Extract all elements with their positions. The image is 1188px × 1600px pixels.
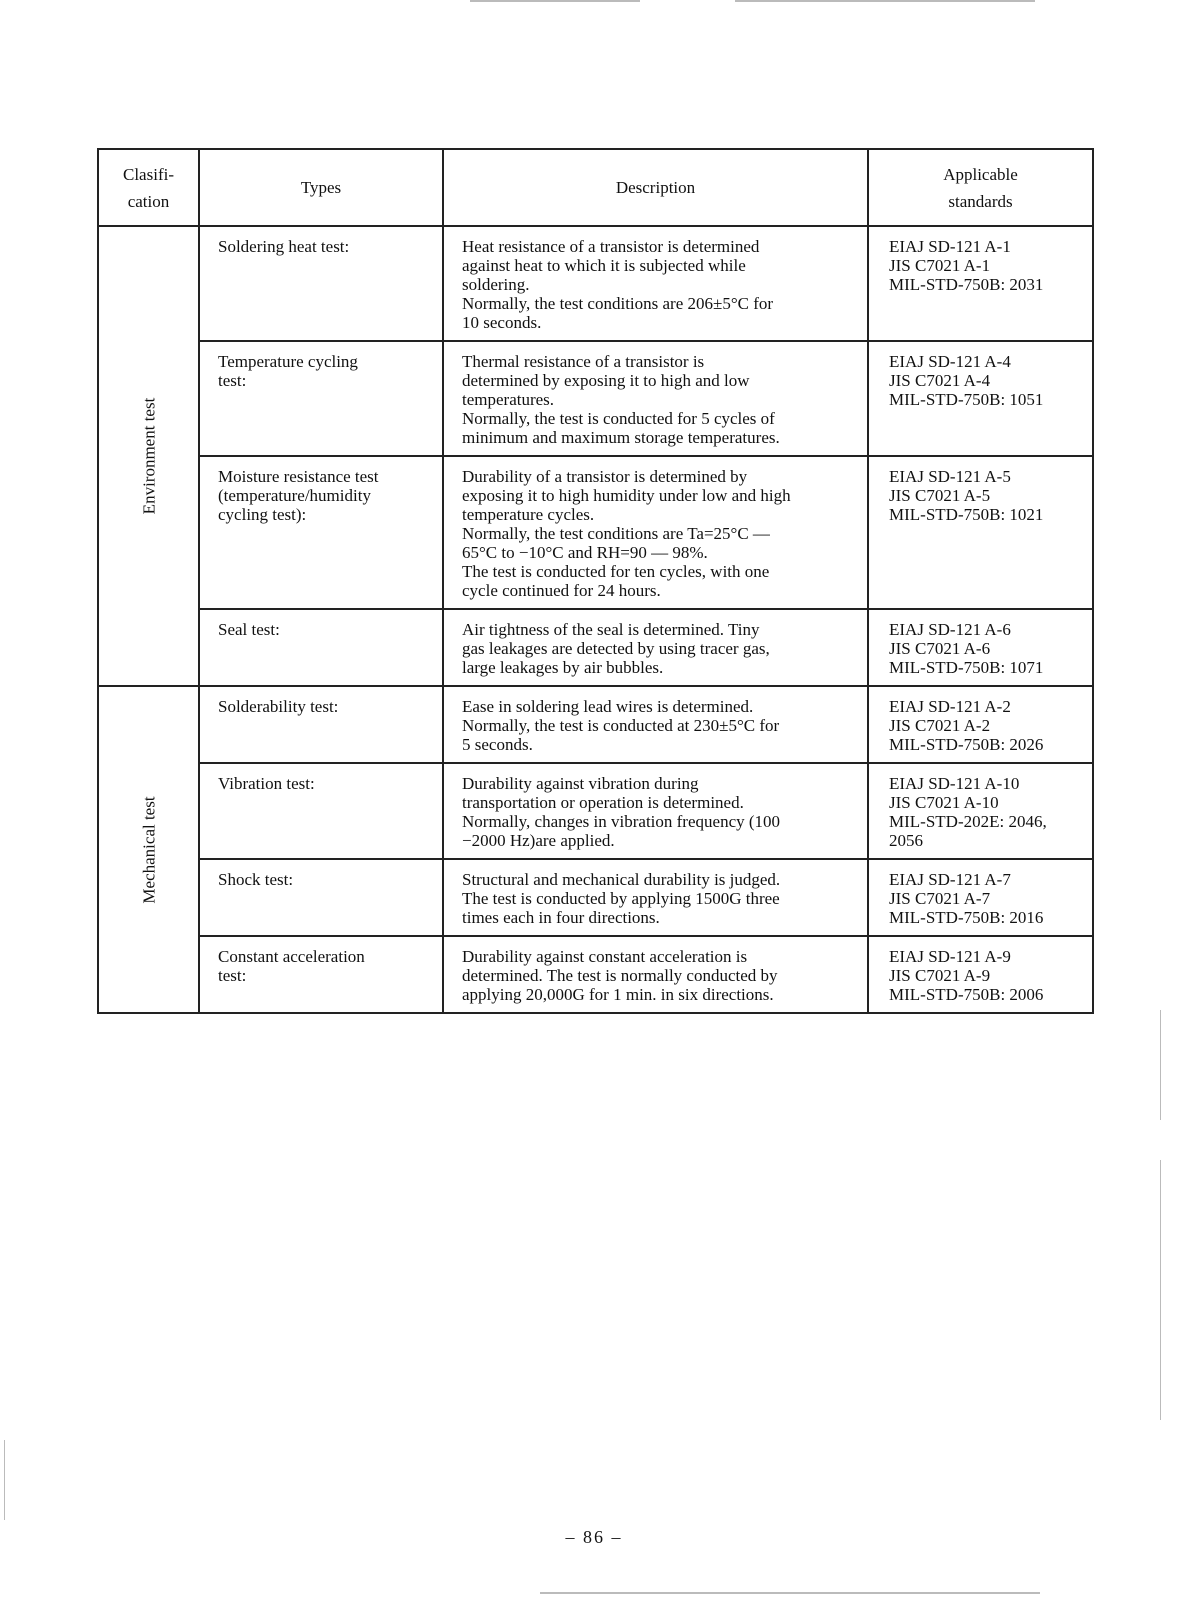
description-cell bbox=[443, 226, 868, 341]
standards-line: MIL-STD-750B: 2016 bbox=[889, 908, 1044, 927]
description-line: Thermal resistance of a transistor is bbox=[462, 352, 705, 371]
description-line: large leakages by air bubbles. bbox=[462, 658, 664, 677]
scan-artifact-top bbox=[470, 0, 640, 2]
test-type-cell bbox=[199, 686, 443, 763]
test-type-line: cycling test): bbox=[218, 505, 307, 524]
test-type-cell bbox=[199, 859, 443, 936]
classification-label: Mechanical test bbox=[139, 795, 158, 904]
standards-cell bbox=[868, 936, 1093, 1013]
standards-cell bbox=[868, 226, 1093, 341]
description-line: 10 seconds. bbox=[462, 313, 542, 332]
test-type-cell bbox=[199, 609, 443, 686]
description-line: soldering. bbox=[462, 275, 530, 294]
description-line: Normally, changes in vibration frequency (100 bbox=[462, 812, 781, 831]
header-types: Types bbox=[199, 149, 443, 226]
description-line: Heat resistance of a transistor is determined bbox=[462, 237, 760, 256]
description-line: against heat to which it is subjected while bbox=[462, 256, 746, 275]
table-header-row bbox=[98, 149, 1093, 226]
standards-line: EIAJ SD-121 A-4 bbox=[889, 352, 1011, 371]
standards-line: JIS C7021 A-4 bbox=[889, 371, 991, 390]
standards-line: MIL-STD-750B: 1021 bbox=[889, 505, 1044, 524]
standards-cell bbox=[868, 609, 1093, 686]
standards-line: JIS C7021 A-2 bbox=[889, 716, 991, 735]
scan-artifact-top-right bbox=[735, 0, 1035, 2]
standards-line: EIAJ SD-121 A-10 bbox=[889, 774, 1020, 793]
description-line: times each in four directions. bbox=[462, 908, 660, 927]
test-type-line: test: bbox=[218, 966, 247, 985]
table-row bbox=[98, 686, 1093, 763]
test-type-line: Soldering heat test: bbox=[218, 237, 350, 256]
description-cell bbox=[443, 609, 868, 686]
standards-line: JIS C7021 A-5 bbox=[889, 486, 991, 505]
description-line: Durability against vibration during bbox=[462, 774, 699, 793]
description-line: temperature cycles. bbox=[462, 505, 595, 524]
description-line: 5 seconds. bbox=[462, 735, 533, 754]
table-row bbox=[98, 859, 1093, 936]
standards-line: MIL-STD-750B: 1071 bbox=[889, 658, 1044, 677]
test-type-cell bbox=[199, 341, 443, 456]
standards-cell bbox=[868, 763, 1093, 859]
test-type-line: Shock test: bbox=[218, 870, 294, 889]
description-line: determined by exposing it to high and low bbox=[462, 371, 750, 390]
test-type-cell bbox=[199, 226, 443, 341]
standards-line: JIS C7021 A-1 bbox=[889, 256, 991, 275]
standards-line: MIL-STD-750B: 2006 bbox=[889, 985, 1044, 1004]
table-row bbox=[98, 341, 1093, 456]
description-line: minimum and maximum storage temperatures. bbox=[462, 428, 780, 447]
description-line: Structural and mechanical durability is judged. bbox=[462, 870, 781, 889]
description-cell bbox=[443, 936, 868, 1013]
standards-line: 2056 bbox=[889, 831, 923, 850]
table-row bbox=[98, 763, 1093, 859]
description-cell bbox=[443, 859, 868, 936]
standards-cell bbox=[868, 686, 1093, 763]
description-line: −2000 Hz)are applied. bbox=[462, 831, 615, 850]
test-type-line: test: bbox=[218, 371, 247, 390]
description-line: transportation or operation is determined. bbox=[462, 793, 744, 812]
description-line: exposing it to high humidity under low and high bbox=[462, 486, 791, 505]
scan-artifact-bottom bbox=[540, 1592, 1040, 1594]
test-type-line: Constant acceleration bbox=[218, 947, 365, 966]
standards-line: EIAJ SD-121 A-7 bbox=[889, 870, 1011, 889]
description-line: 65°C to −10°C and RH=90 — 98%. bbox=[462, 543, 708, 562]
table-row bbox=[98, 936, 1093, 1013]
standards-line: EIAJ SD-121 A-1 bbox=[889, 237, 1011, 256]
standards-line: JIS C7021 A-10 bbox=[889, 793, 999, 812]
description-line: Normally, the test conditions are Ta=25°C — bbox=[462, 524, 770, 543]
description-line: Normally, the test conditions are 206±5°C for bbox=[462, 294, 774, 313]
standards-line: EIAJ SD-121 A-6 bbox=[889, 620, 1011, 639]
scan-artifact-right-edge-lower bbox=[1160, 1160, 1161, 1420]
description-line: temperatures. bbox=[462, 390, 555, 409]
description-line: Durability of a transistor is determined by bbox=[462, 467, 748, 486]
description-cell bbox=[443, 341, 868, 456]
description-line: gas leakages are detected by using tracer gas, bbox=[462, 639, 770, 658]
test-type-line: Solderability test: bbox=[218, 697, 339, 716]
description-cell bbox=[443, 686, 868, 763]
test-type-cell bbox=[199, 763, 443, 859]
description-line: The test is conducted for ten cycles, with one bbox=[462, 562, 770, 581]
table-body bbox=[98, 226, 1093, 1013]
test-type-line: Moisture resistance test bbox=[218, 467, 379, 486]
header-classification: Clasifi- cation bbox=[98, 149, 199, 226]
table-row bbox=[98, 609, 1093, 686]
test-type-line: Seal test: bbox=[218, 620, 280, 639]
standards-line: JIS C7021 A-9 bbox=[889, 966, 991, 985]
classification-cell bbox=[98, 226, 199, 686]
standards-line: EIAJ SD-121 A-5 bbox=[889, 467, 1011, 486]
description-line: cycle continued for 24 hours. bbox=[462, 581, 661, 600]
page-number: – 86 – bbox=[565, 1527, 623, 1547]
test-type-cell bbox=[199, 936, 443, 1013]
test-type-line: Temperature cycling bbox=[218, 352, 358, 371]
standards-cell bbox=[868, 859, 1093, 936]
header-description: Description bbox=[443, 149, 868, 226]
description-line: Ease in soldering lead wires is determined. bbox=[462, 697, 754, 716]
scan-artifact-right-edge bbox=[1160, 1010, 1161, 1120]
description-line: Normally, the test is conducted for 5 cycles of bbox=[462, 409, 775, 428]
standards-line: MIL-STD-750B: 2031 bbox=[889, 275, 1044, 294]
test-classification-table bbox=[97, 148, 1094, 1014]
test-type-cell bbox=[199, 456, 443, 609]
standards-line: EIAJ SD-121 A-9 bbox=[889, 947, 1011, 966]
table-row bbox=[98, 226, 1093, 341]
description-line: Air tightness of the seal is determined. Tiny bbox=[462, 620, 760, 639]
description-line: determined. The test is normally conducted by bbox=[462, 966, 778, 985]
description-cell bbox=[443, 763, 868, 859]
classification-label: Environment test bbox=[139, 397, 158, 515]
standards-cell bbox=[868, 456, 1093, 609]
description-line: The test is conducted by applying 1500G three bbox=[462, 889, 780, 908]
description-line: Normally, the test is conducted at 230±5°C for bbox=[462, 716, 780, 735]
test-type-line: Vibration test: bbox=[218, 774, 315, 793]
standards-line: EIAJ SD-121 A-2 bbox=[889, 697, 1011, 716]
standards-cell bbox=[868, 341, 1093, 456]
classification-cell bbox=[98, 686, 199, 1013]
standards-line: JIS C7021 A-6 bbox=[889, 639, 991, 658]
table-row bbox=[98, 456, 1093, 609]
standards-line: MIL-STD-750B: 1051 bbox=[889, 390, 1044, 409]
scan-artifact-left-edge bbox=[4, 1440, 5, 1520]
description-line: applying 20,000G for 1 min. in six directions. bbox=[462, 985, 774, 1004]
standards-line: MIL-STD-202E: 2046, bbox=[889, 812, 1047, 831]
header-applicable-standards: Applicable standards bbox=[868, 149, 1093, 226]
standards-line: JIS C7021 A-7 bbox=[889, 889, 991, 908]
description-cell bbox=[443, 456, 868, 609]
description-line: Durability against constant acceleration is bbox=[462, 947, 748, 966]
standards-line: MIL-STD-750B: 2026 bbox=[889, 735, 1044, 754]
test-type-line: (temperature/humidity bbox=[218, 486, 371, 505]
